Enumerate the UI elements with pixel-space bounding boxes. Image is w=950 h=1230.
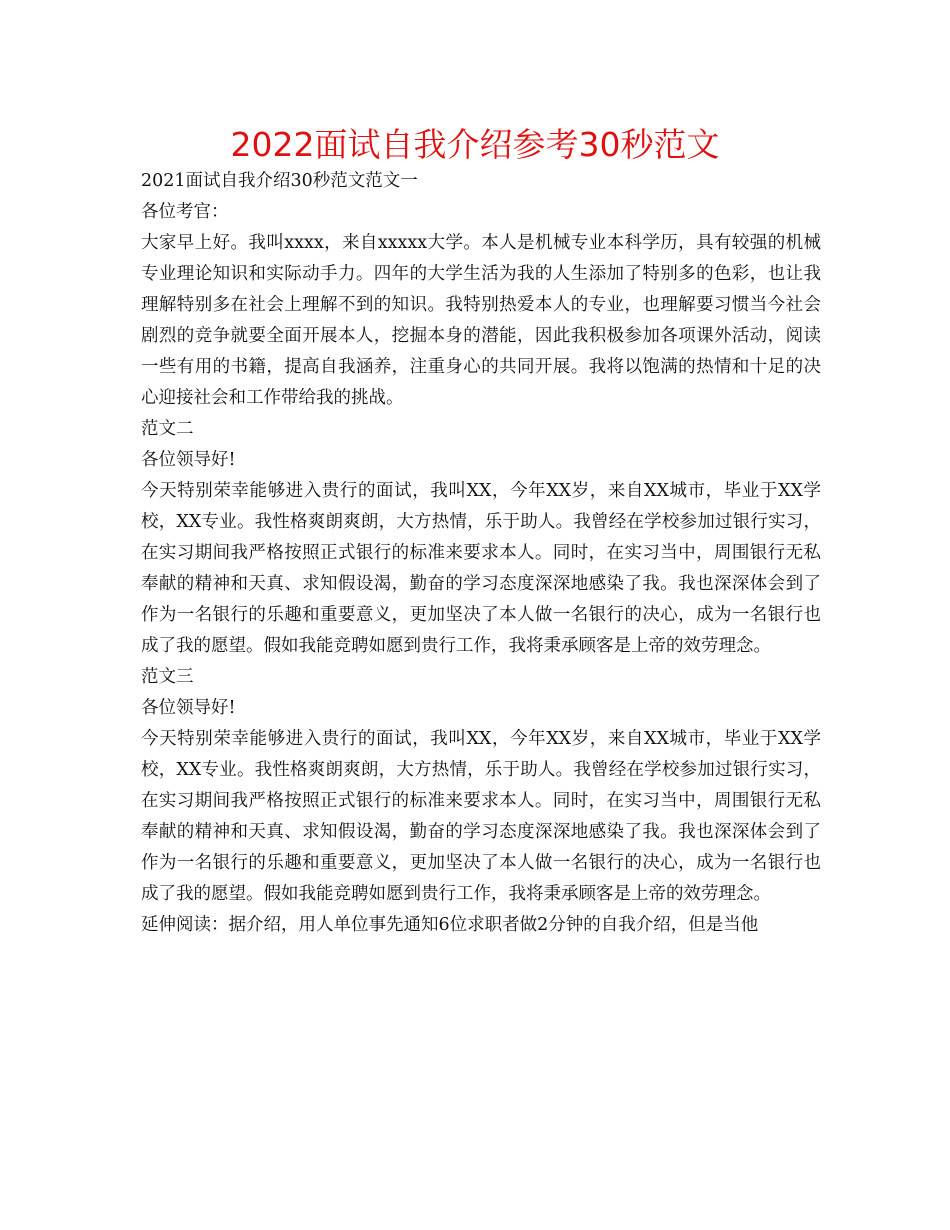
sample-two-heading: 范文二 [141,419,194,439]
extended-reading: 延伸阅读：据介绍，用人单位事先通知6位求职者做2分钟的自我介绍，但是当他 [141,915,759,935]
salutation-leaders: 各位领导好! [141,698,236,718]
salutation-leaders: 各位领导好! [141,450,236,470]
sample-three-heading: 范文三 [141,667,194,687]
salutation-examiners: 各位考官： [141,202,229,222]
document-body [141,166,821,941]
sample-two-body: 今天特别荣幸能够进入贵行的面试，我叫XX，今年XX岁，来自XX城市，毕业于XX学校，XX专业。我性格爽朗爽朗，大方热情，乐于助人。我曾经在学校参加过银行实习，在实习期间我严格按照正式银行的标准来要求本人。同时，在实习当中，周围银行无私奉献的精神和天真、求知假设渴，勤奋的学习态度深深地感染了我。我也深深体会到了作为一名银行的乐趣和重要意义，更加坚决了本人做一名银行的决心，成为一名银行也成了我的愿望。假如我能竞聘如愿到贵行工作，我将秉承顾客是上帝的效劳理念。 [141,481,821,656]
sample-three-body: 今天特别荣幸能够进入贵行的面试，我叫XX，今年XX岁，来自XX城市，毕业于XX学校，XX专业。我性格爽朗爽朗，大方热情，乐于助人。我曾经在学校参加过银行实习，在实习期间我严格按照正式银行的标准来要求本人。同时，在实习当中，周围银行无私奉献的精神和天真、求知假设渴，勤奋的学习态度深深地感染了我。我也深深体会到了作为一名银行的乐趣和重要意义，更加坚决了本人做一名银行的决心，成为一名银行也成了我的愿望。假如我能竞聘如愿到贵行工作，我将秉承顾客是上帝的效劳理念。 [141,729,821,904]
document-title: 2022面试自我介绍参考30秒范文 [230,125,720,164]
sample-one-heading: 2021面试自我介绍30秒范文范文一 [141,171,418,191]
sample-one-body: 大家早上好。我叫xxxx，来自xxxxx大学。本人是机械专业本科学历，具有较强的机械专业理论知识和实际动手力。四年的大学生活为我的人生添加了特别多的色彩，也让我理解特别多在社会上理解不到的知识。我特别热爱本人的专业，也理解要习惯当今社会剧烈的竞争就要全面开展本人，挖掘本身的潜能，因此我积极参加各项课外活动，阅读一些有用的书籍，提高自我涵养，注重身心的共同开展。我将以饱满的热情和十足的决心迎接社会和工作带给我的挑战。 [141,233,821,408]
